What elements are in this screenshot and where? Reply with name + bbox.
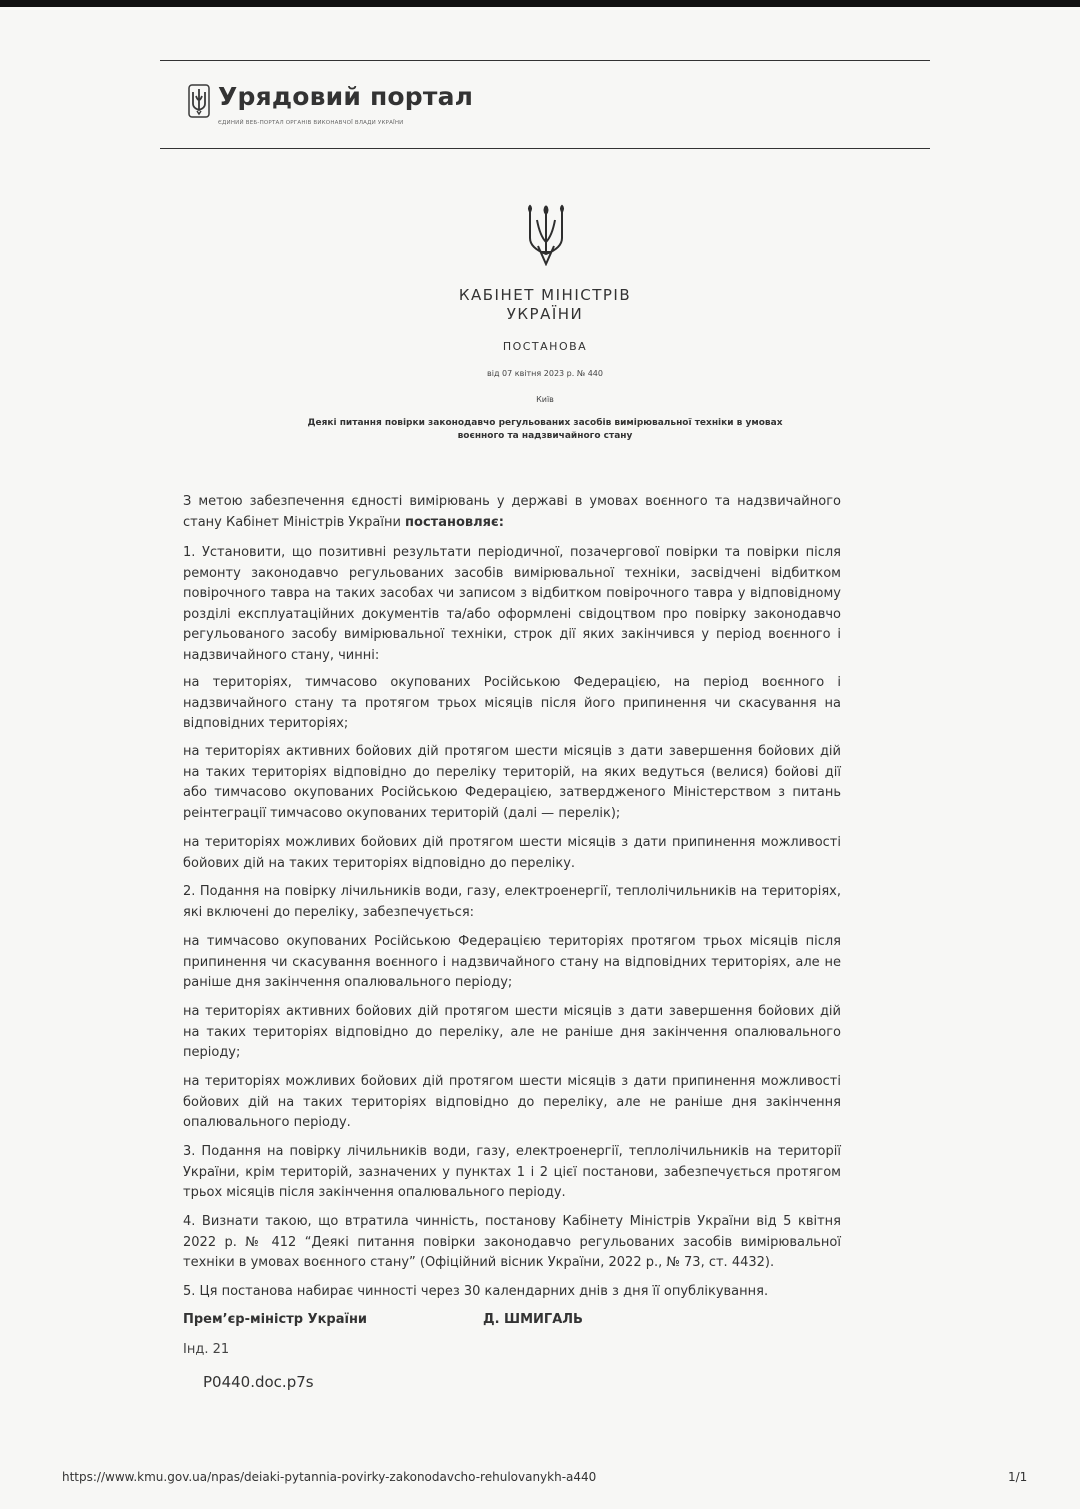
footer-url[interactable]: https://www.kmu.gov.ua/npas/deiaki-pytannia-povirky-zakonodavcho-rehulovanykh-a440 bbox=[62, 1470, 597, 1484]
footer-page-number: 1/1 bbox=[1008, 1470, 1028, 1484]
paragraph bbox=[183, 1072, 841, 1134]
paragraph bbox=[183, 543, 841, 666]
paragraph-1-c: на територіях можливих бойових дій протягом шести місяців з дати припинення можливості бойових дій на таких територіях відповідно до переліку. bbox=[183, 835, 841, 871]
paragraph-1: 1. Установити, що позитивні результати періодичної, позачергової повірки та повірки після ремонту законодавчо регульованих засобів вимірювальної техніки, засвідчені відбитком повірочного тавра на таких засобах чи записом з відбитком повірочного тавра у відповідному розділі експлуатаційних документів та/або оформлені свідоцтвом про повірку законодавчо регульованого засобу вимірювальної техніки, строк дії яких закінчився у період воєнного і надзвичайного стану, чинні: bbox=[183, 545, 841, 663]
paragraph-2-c: на територіях можливих бойових дій протягом шести місяців з дати припинення можливості бойових дій на таких територіях відповідно до переліку, але не раніше дня закінчення опалювального періоду. bbox=[183, 1074, 841, 1130]
paragraph bbox=[183, 833, 841, 874]
portal-name: Урядовий портал bbox=[218, 82, 474, 111]
signature-file-link[interactable]: P0440.doc.p7s bbox=[203, 1373, 314, 1391]
paragraph-5: 5. Ця постанова набирає чинності через 30 календарних днів з дня її опублікування. bbox=[183, 1284, 769, 1299]
portal-subtitle: ЄДИНИЙ ВЕБ-ПОРТАЛ ОРГАНІВ ВИКОНАВЧОЇ ВЛАДИ УКРАЇНИ bbox=[218, 120, 404, 126]
intro-paragraph bbox=[183, 492, 841, 533]
paragraph-3: 3. Подання на повірку лічильників води, газу, електроенергії, теплолічильників на території України, крім територій, зазначених у пунктах 1 і 2 цієї постанови, забезпечується протягом трьох місяців після закінчення опалювального періоду. bbox=[183, 1144, 841, 1200]
paragraph bbox=[183, 1212, 841, 1274]
paragraph bbox=[183, 1282, 841, 1303]
intro-text: З метою забезпечення єдності вимірювань у державі в умовах воєнного та надзвичайного стану Кабінет Міністрів України bbox=[183, 494, 841, 530]
paragraph-1-b: на територіях активних бойових дій протягом шести місяців з дати завершення бойових дій на таких територіях відповідно до переліку територій, на яких ведуться (велися) бойові дії або тимчасово окупованих Російською Федерацією, затвердженого Міністерством з питань реінтеграції тимчасово окупованих територій (далі — перелік); bbox=[183, 744, 841, 821]
signatory-name: Д. ШМИГАЛЬ bbox=[483, 1312, 583, 1327]
paragraph bbox=[183, 932, 841, 994]
top-border bbox=[0, 0, 1080, 7]
decree-city: Київ bbox=[536, 395, 554, 404]
divider bbox=[160, 148, 930, 149]
paragraph bbox=[183, 1142, 841, 1204]
paragraph bbox=[183, 742, 841, 824]
document-type: ПОСТАНОВА bbox=[502, 340, 588, 353]
paragraph-2-b: на територіях активних бойових дій протягом шести місяців з дати завершення бойових дій на таких територіях відповідно до переліку, але не раніше дня закінчення опалювального періоду; bbox=[183, 1004, 841, 1060]
coat-of-arms-icon bbox=[526, 202, 566, 270]
paragraph-1-a: на територіях, тимчасово окупованих Російською Федерацією, на період воєнного і надзвичайного стану та протягом трьох місяців після його припинення чи скасування на відповідних територіях; bbox=[183, 675, 841, 731]
document-index: Інд. 21 bbox=[183, 1342, 230, 1357]
trident-icon bbox=[188, 84, 210, 122]
paragraph-2: 2. Подання на повірку лічильників води, газу, електроенергії, теплолічильників на територіях, які включені до переліку, забезпечується: bbox=[183, 884, 841, 920]
paragraph bbox=[183, 1002, 841, 1064]
paragraph bbox=[183, 673, 841, 735]
paragraph-4: 4. Визнати такою, що втратила чинність, постанову Кабінету Міністрів України від 5 квітня 2022 р. № 412 “Деякі питання повірки законодавчо регульованих засобів вимірювальної техніки в умовах воєнного стану” (Офіційний вісник України, 2022 р., № 73, ст. 4432). bbox=[183, 1214, 841, 1270]
issuer bbox=[240, 286, 850, 324]
paragraph bbox=[183, 882, 841, 923]
issuer-line-2: УКРАЇНИ bbox=[506, 305, 584, 323]
decree-date-number: від 07 квітня 2023 р. № 440 bbox=[487, 369, 603, 378]
intro-bold: постановляє: bbox=[405, 514, 504, 530]
paragraph-2-a: на тимчасово окупованих Російською Федерацією територіях протягом трьох місяців після припинення чи скасування воєнного і надзвичайного стану на відповідних територіях, але не раніше дня закінчення опалювального періоду; bbox=[183, 934, 841, 990]
divider bbox=[160, 60, 930, 61]
signatory-role: Прем’єр-міністр України bbox=[183, 1312, 368, 1327]
decree-title: Деякі питання повірки законодавчо регульованих засобів вимірювальної техніки в умовах воєнного та надзвичайного стану bbox=[307, 418, 783, 441]
issuer-line-1: КАБІНЕТ МІНІСТРІВ bbox=[458, 286, 632, 304]
